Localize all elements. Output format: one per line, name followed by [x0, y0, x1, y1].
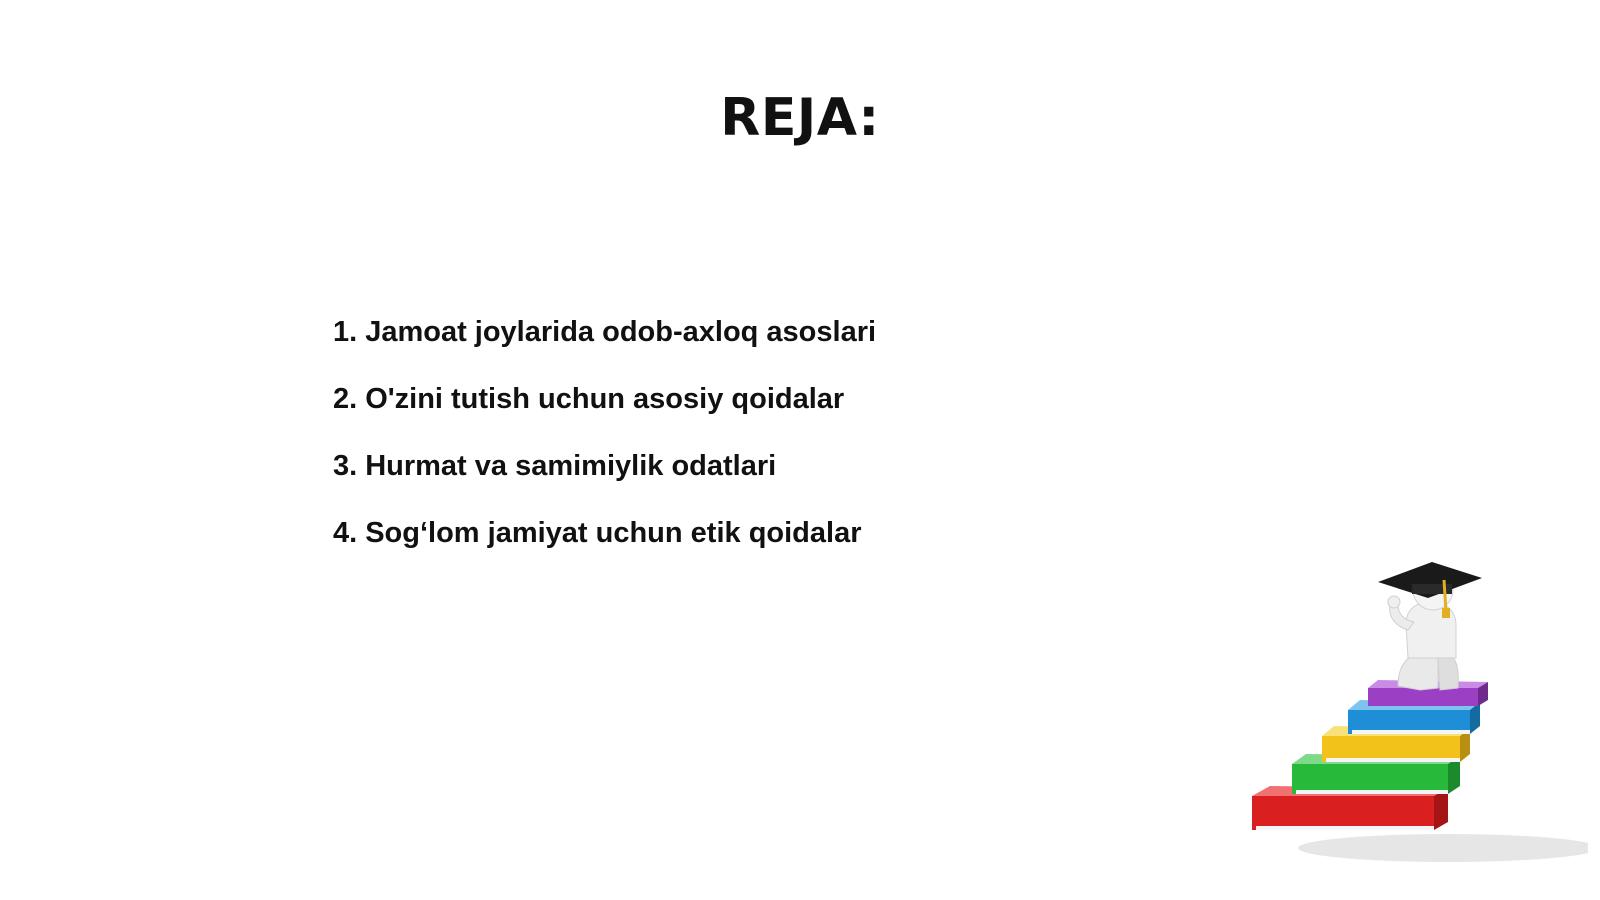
list-item-number: 4. [333, 517, 358, 549]
plan-list [333, 315, 876, 583]
list-item [333, 315, 876, 349]
list-item-text: O'zini tutish uchun asosiy qoidalar [365, 383, 845, 415]
list-item-number: 1. [333, 316, 358, 348]
list-item-text: Hurmat va samimiylik odatlari [365, 450, 777, 482]
slide-title: REJA: [720, 88, 880, 148]
list-item-text: Jamoat joylarida odob-axloq asoslari [365, 316, 877, 348]
list-item [333, 449, 876, 483]
list-item [333, 382, 876, 416]
list-item [333, 516, 876, 550]
shadow [1298, 834, 1588, 862]
graduate-figure [1378, 562, 1482, 690]
list-item-number: 2. [333, 383, 358, 415]
list-item-text: Sog‘lom jamiyat uchun etik qoidalar [365, 517, 862, 549]
graduate-on-books-icon [1248, 560, 1588, 880]
list-item-number: 3. [333, 450, 358, 482]
